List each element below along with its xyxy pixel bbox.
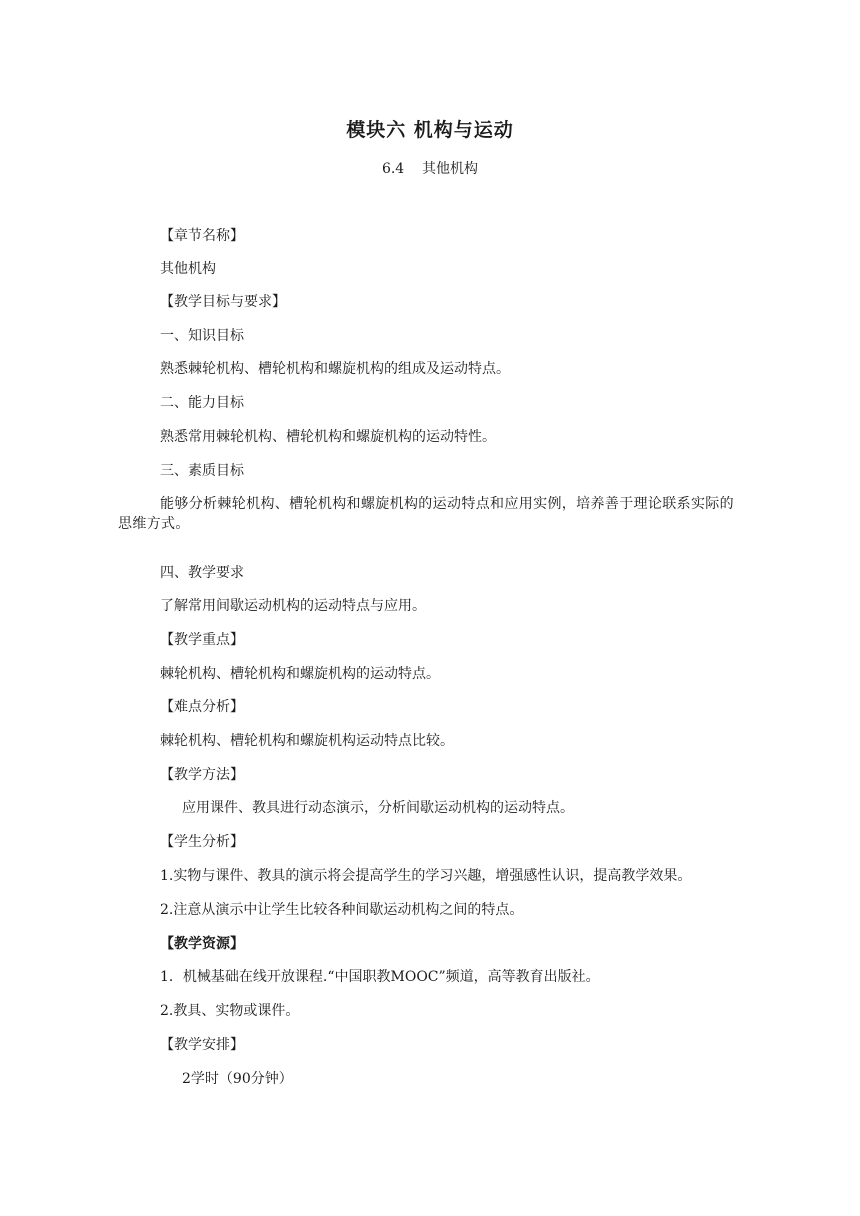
knowledge-goal-text: 熟悉棘轮机构、槽轮机构和螺旋机构的组成及运动特点。 — [160, 361, 510, 377]
heading-chapter-name: 【章节名称】 — [160, 228, 244, 244]
student-analysis-item-1: 1.实物与课件、教具的演示将会提高学生的学习兴趣，增强感性认识，提高教学效果。 — [160, 868, 692, 884]
difficulty-text: 棘轮机构、槽轮机构和螺旋机构运动特点比较。 — [160, 733, 454, 749]
chapter-name-text: 其他机构 — [160, 261, 216, 277]
student-analysis-item-2: 2.注意从演示中让学生比较各种间歇运动机构之间的特点。 — [160, 902, 524, 918]
quality-goal-heading: 三、素质目标 — [160, 463, 244, 479]
document-title: 模块六 机构与运动 — [346, 119, 514, 141]
methods-text: 应用课件、教具进行动态演示，分析间歇运动机构的运动特点。 — [182, 800, 574, 816]
heading-difficulty: 【难点分析】 — [160, 699, 244, 715]
section-subtitle: 6.4 其他机构 — [381, 161, 479, 177]
heading-methods: 【教学方法】 — [160, 767, 244, 783]
heading-key-points: 【教学重点】 — [160, 632, 244, 648]
heading-objectives: 【教学目标与要求】 — [160, 294, 286, 310]
key-points-text: 棘轮机构、槽轮机构和螺旋机构的运动特点。 — [160, 666, 440, 682]
schedule-text: 2学时（90分钟） — [182, 1071, 293, 1087]
heading-schedule: 【教学安排】 — [160, 1037, 244, 1053]
knowledge-goal-heading: 一、知识目标 — [160, 328, 244, 344]
heading-student-analysis: 【学生分析】 — [160, 834, 244, 850]
ability-goal-heading: 二、能力目标 — [160, 395, 244, 411]
heading-resources: 【教学资源】 — [160, 936, 244, 952]
resource-item-2: 2.教具、实物或课件。 — [160, 1003, 300, 1019]
teaching-requirement-text: 了解常用间歇运动机构的运动特点与应用。 — [160, 598, 426, 614]
ability-goal-text: 熟悉常用棘轮机构、槽轮机构和螺旋机构的运动特性。 — [160, 429, 496, 445]
teaching-requirement-heading: 四、教学要求 — [160, 565, 244, 581]
quality-goal-paragraph: 能够分析棘轮机构、槽轮机构和螺旋机构的运动特点和应用实例，培养善于理论联系实际的思维方式。 — [118, 496, 734, 532]
resource-item-1: 1．机械基础在线开放课程.“中国职教MOOC”频道，高等教育出版社。 — [160, 969, 600, 985]
